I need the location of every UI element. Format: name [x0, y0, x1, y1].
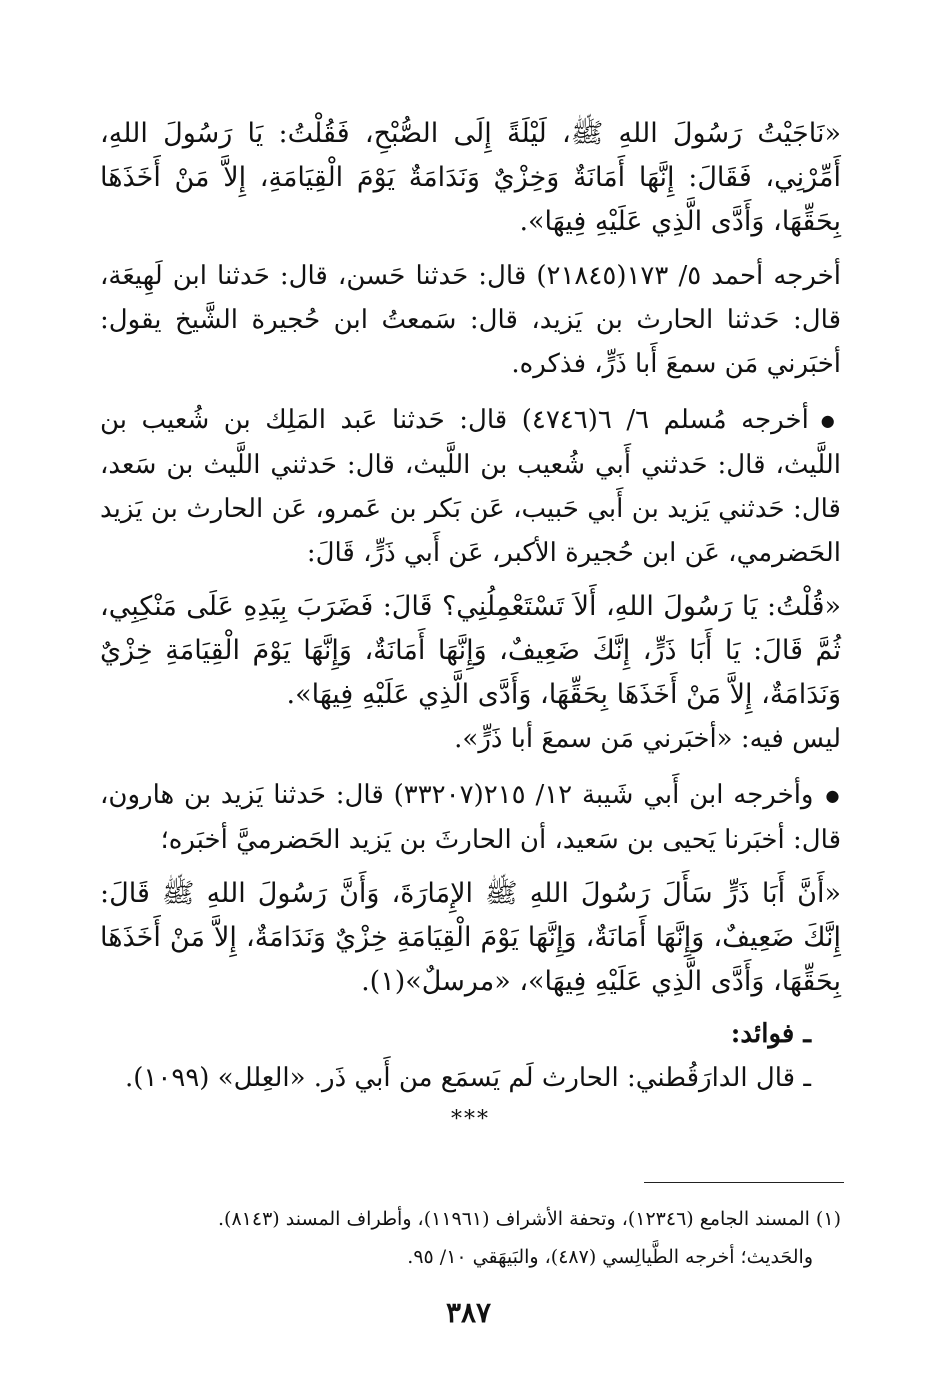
- laysa-fihi-note: ليس فيه: «أخبَرني مَن سمعَ أبا ذَرٍّ».: [454, 724, 841, 754]
- fawaid-heading: ـ فوائد:: [730, 1019, 811, 1049]
- takhrij-ibn-abi-shayba: ● وأخرجه ابن أَبي شَيبة ١٢/ ٢١٥(٣٣٢٠٧) قال: حَدثنا يَزيد بن هارون، قال: أخبَرنا يَحيى بن سَعيد، أن الحارثَ بن يَزيد الحَضرميَّ أخبَره؛: [100, 773, 841, 862]
- footnote-2: والحَديث؛ أخرجه الطَّيالِسي (٤٨٧)، والبَيهَقي ١٠/ ٩٥.: [407, 1246, 813, 1268]
- hadith-text-3: «أَنَّ أَبَا ذَرٍّ سَأَلَ رَسُولَ اللهِ ﷺ الإِمَارَةَ، وَأَنَّ رَسُولَ اللهِ ﷺ قَالَ: إِنَّكَ ضَعِيفٌ، وَإِنَّهَا أَمَانَةٌ، وَإِنَّهَا يَوْمَ الْقِيَامَةِ خِزْيٌ وَنَدَامَةٌ، إِلاَّ مَنْ أَخَذَهَا بِحَقِّهَا، وَأَدَّى الَّذِي عَلَيْهِ فِيهَا»، «مرسلٌ»(١).: [100, 878, 841, 997]
- fawaid-item: ـ قال الدارَقُطني: الحارث لَم يَسمَع من أَبي ذَر. «العِلل» (١٠٩٩).: [125, 1063, 811, 1093]
- takhrij-ahmad: أخرجه أحمد ٥/ ١٧٣(٢١٨٤٥) قال: حَدثنا حَسن، قال: حَدثنا ابن لَهِيعَة، قال: حَدثنا الحارث بن يَزيد، قال: سَمعتُ ابن حُجيرة الشَّيخ يقول: أخبَرني مَن سمعَ أَبا ذَرٍّ، فذكره.: [100, 261, 841, 379]
- hadith-text-2: «قُلْتُ: يَا رَسُولَ اللهِ، أَلاَ تَسْتَعْمِلُنِي؟ قَالَ: فَضَرَبَ بِيَدِهِ عَلَى مَنْكِبِي، ثُمَّ قَالَ: يَا أَبَا ذَرٍّ، إِنَّكَ ضَعِيفٌ، وَإِنَّهَا أَمَانَةٌ، وَإِنَّهَا يَوْمَ الْقِيَامَةِ خِزْيٌ وَنَدَامَةٌ، إِلاَّ مَنْ أَخَذَهَا بِحَقِّهَا، وَأَدَّى الَّذِي عَلَيْهِ فِيهَا».: [100, 591, 841, 710]
- page-number: ٣٨٧: [445, 1296, 492, 1329]
- footnotes: [100, 1200, 841, 1276]
- main-text: [100, 112, 841, 1138]
- footnote-1: (١) المسند الجامع (١٢٣٤٦)، وتحفة الأشراف (١١٩٦١)، وأطراف المسند (٨١٤٣).: [218, 1208, 841, 1230]
- hadith-text-1: «نَاجَيْتُ رَسُولَ اللهِ ﷺ، لَيْلَةً إِلَى الصُّبْحِ، فَقُلْتُ: يَا رَسُولَ اللهِ، أَمِّرْنِي، فَقَالَ: إِنَّهَا أَمَانَةٌ وَخِزْيٌ وَنَدَامَةٌ يَوْمَ الْقِيَامَةِ، إِلاَّ مَنْ أَخَذَهَا بِحَقِّهَا، وَأَدَّى الَّذِي عَلَيْهِ فِيهَا».: [100, 118, 841, 237]
- section-separator: ***: [451, 1107, 490, 1132]
- footnote-rule: [644, 1182, 844, 1183]
- takhrij-muslim: ● أخرجه مُسلم ٦/ ٦(٤٧٤٦) قال: حَدثنا عَبد المَلِك بن شُعيب بن اللَّيث، قال: حَدثني أَبي شُعيب بن اللَّيث، قال: حَدثني اللَّيث بن سَعد، قال: حَدثني يَزيد بن أَبي حَبيب، عَن بَكر بن عَمرو، عَن الحارث بن يَزيد الحَضرمي، عَن ابن حُجيرة الأكبر، عَن أَبي ذَرٍّ، قَالَ:: [100, 398, 841, 575]
